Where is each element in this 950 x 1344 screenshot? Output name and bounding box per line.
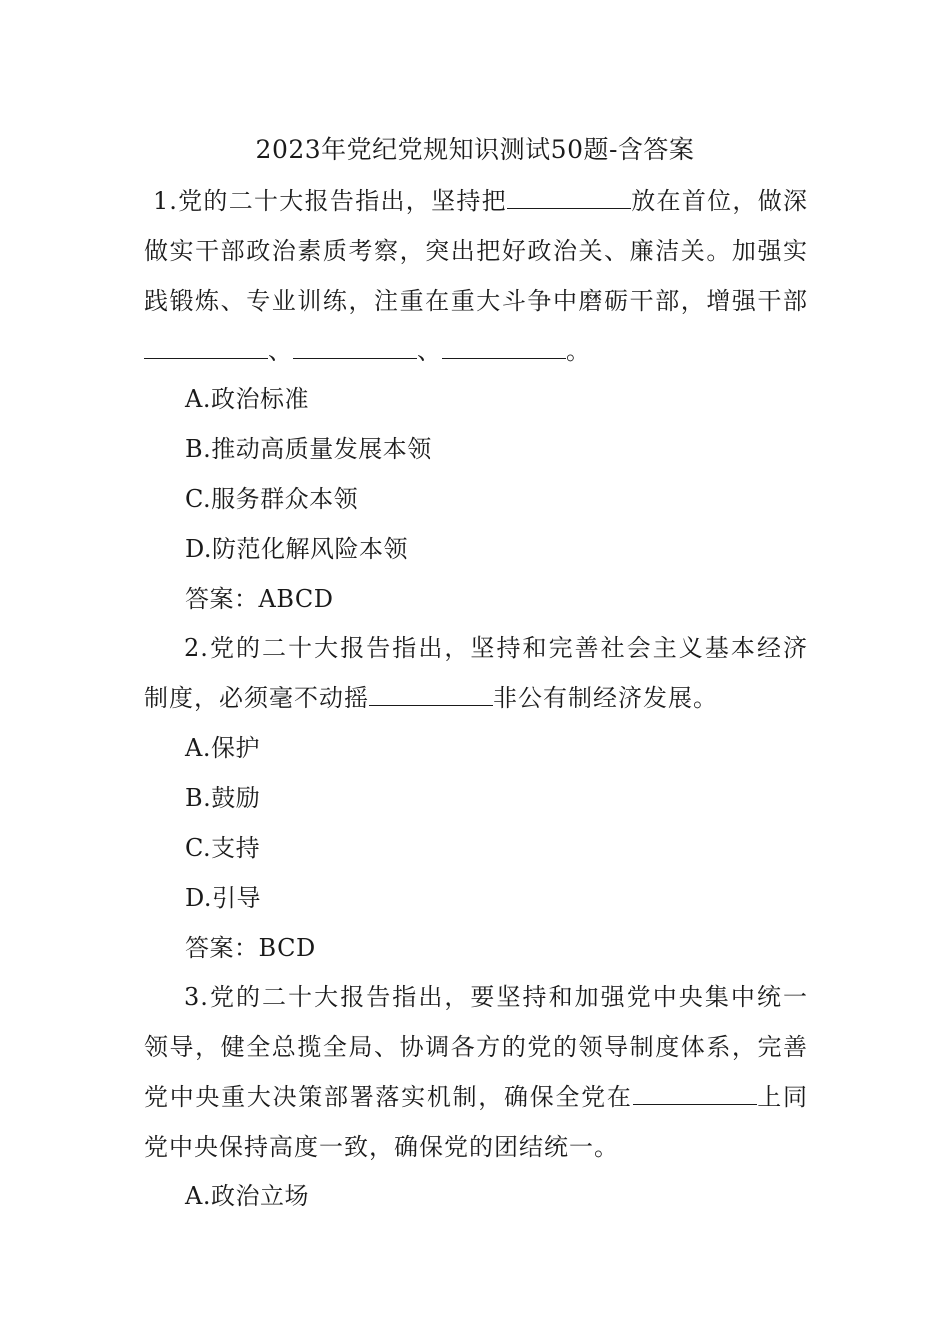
- answer-blank: [633, 1076, 757, 1105]
- question-1-option-b: B.推动高质量发展本领: [185, 435, 432, 463]
- answer-blank: [442, 330, 566, 359]
- answer-blank: [369, 677, 493, 706]
- question-1-option-d: D.防范化解风险本领: [185, 535, 409, 563]
- question-1-text: 1.党的二十大报告指出，坚持把 放在首位，做深做实干部政治素质考察，突出把好政治关、廉洁关。加强实践锻炼、专业训练，注重在重大斗争中磨砺干部，增强干部、 、 。: [144, 176, 808, 376]
- question-2-option-c: C.支持: [185, 834, 261, 862]
- question-2-text: 2.党的二十大报告指出，坚持和完善社会主义基本经济制度，必须毫不动摇 非公有制经济发展。: [144, 623, 808, 723]
- question-2-option-b: B.鼓励: [185, 784, 261, 812]
- question-2-answer: 答案：BCD: [185, 934, 316, 962]
- question-2-option-d: D.引导: [185, 884, 262, 912]
- question-number: 1.: [152, 187, 178, 215]
- document-title: 2023年党纪党规知识测试50题-含答案: [255, 135, 695, 164]
- question-2-option-a: A.保护: [185, 734, 260, 762]
- question-1-answer: 答案：ABCD: [185, 585, 334, 613]
- question-3-text: 3.党的二十大报告指出，要坚持和加强党中央集中统一领导，健全总揽全局、协调各方的党的领导制度体系，完善党中央重大决策部署落实机制，确保全党在 上同党中央保持高度一致，确保党的团结统一。: [144, 972, 808, 1172]
- answer-blank: [144, 330, 268, 359]
- question-1-option-c: C.服务群众本领: [185, 485, 359, 513]
- question-number: 2.: [184, 634, 209, 662]
- answer-blank: [507, 180, 631, 209]
- question-1-option-a: A.政治标准: [185, 385, 309, 413]
- question-3-option-a: A.政治立场: [185, 1182, 309, 1210]
- answer-blank: [293, 330, 417, 359]
- question-number: 3.: [184, 983, 209, 1011]
